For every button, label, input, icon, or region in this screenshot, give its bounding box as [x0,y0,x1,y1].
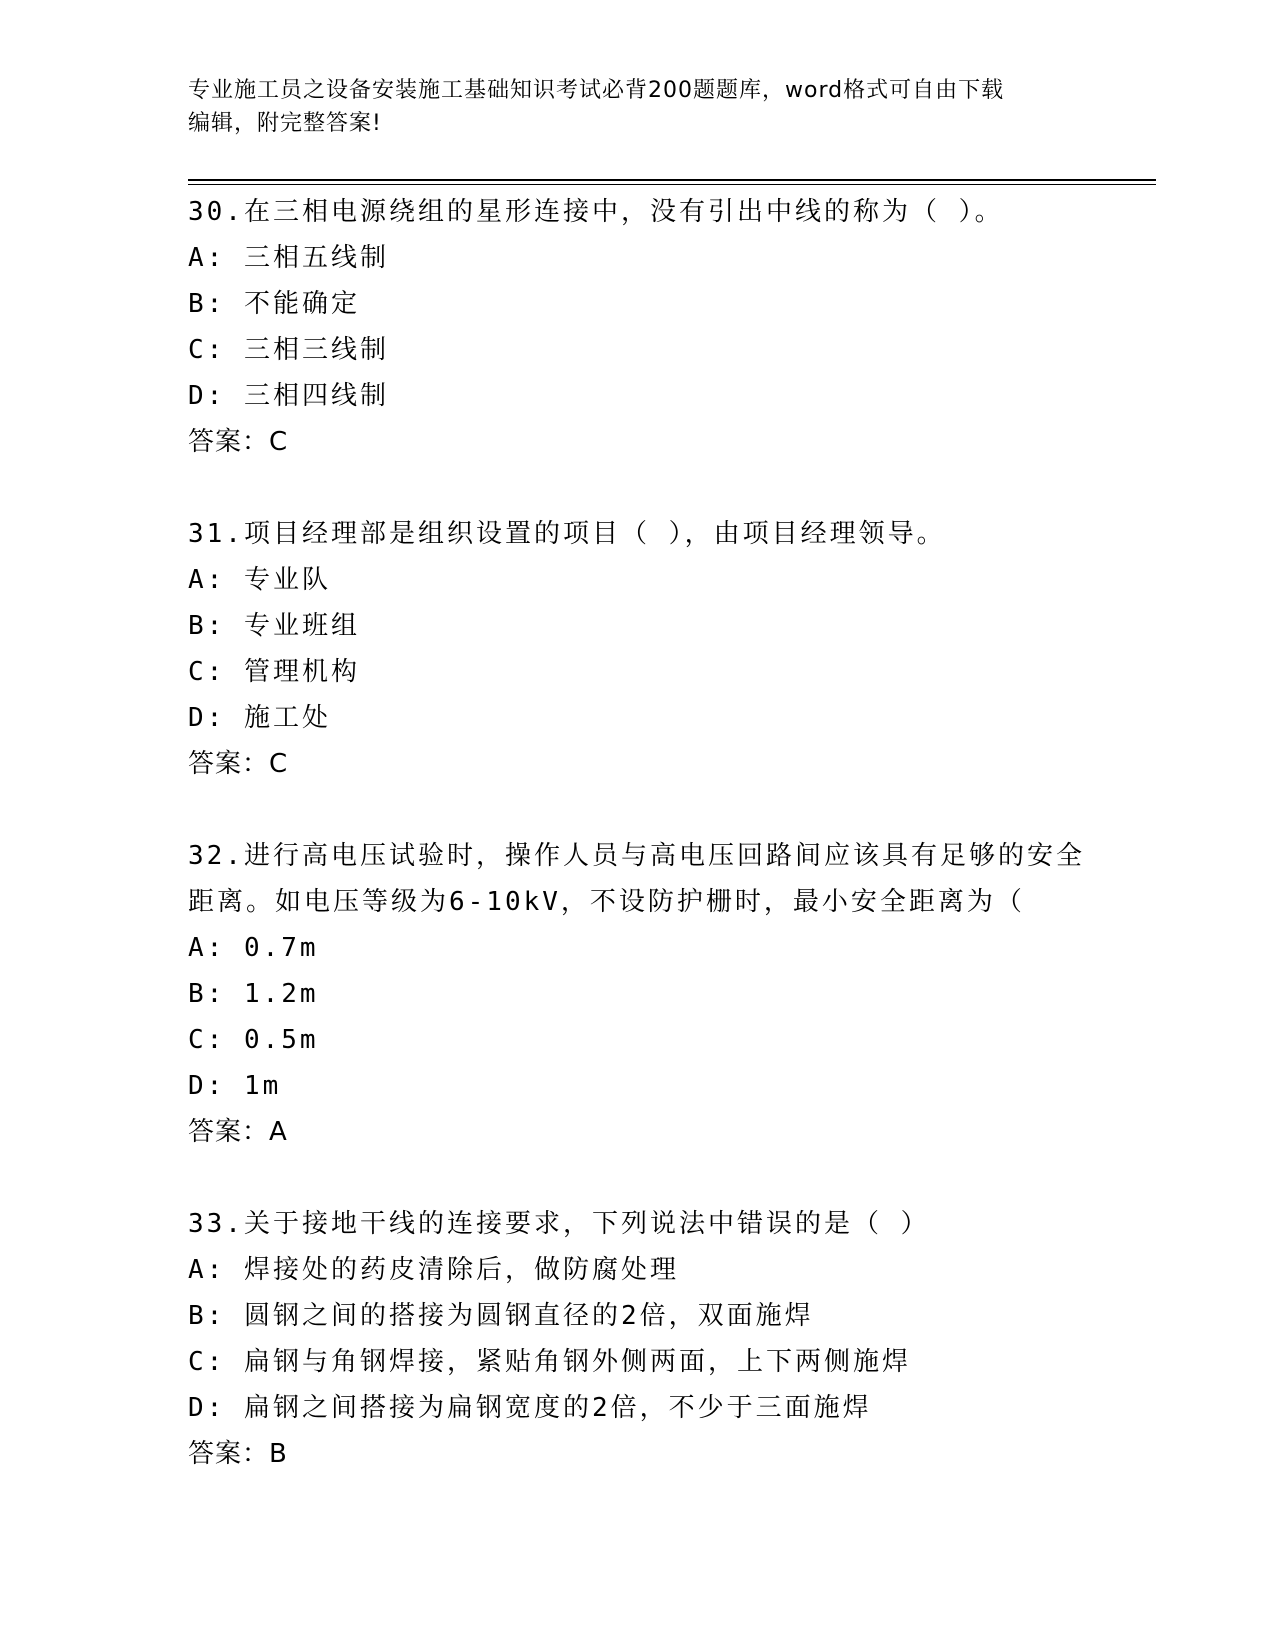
question-stem [188,833,1088,925]
option-b: B: 专业班组 [188,611,360,641]
header-divider-thin [188,184,1156,185]
question-stem-line: 30.在三相电源绕组的星形连接中，没有引出中线的称为（ ）。 [188,197,1004,227]
option-d: D: 扁钢之间搭接为扁钢宽度的2倍，不少于三面施焊 [188,1393,872,1423]
question-30 [188,189,1088,465]
option-d: D: 1m [188,1071,282,1101]
option-a: A: 0.7m [188,933,319,963]
question-31 [188,511,1088,787]
header-title-line-2: 编辑，附完整答案! [188,111,382,136]
header-title-line-1: 专业施工员之设备安装施工基础知识考试必背200题题库，word格式可自由下载 [188,78,1005,103]
option-c: C: 0.5m [188,1025,319,1055]
question-list [188,189,1088,1523]
option-c: C: 三相三线制 [188,335,389,365]
option-d: D: 施工处 [188,703,331,733]
option-c: C: 管理机构 [188,657,360,687]
question-stem-line: 距离。如电压等级为6-10kV，不设防护栅时，最小安全距离为（ [188,887,1025,917]
answer-key: 答案：A [188,1117,288,1147]
option-a: A: 焊接处的药皮清除后，做防腐处理 [188,1255,679,1285]
question-stem [188,511,1088,557]
question-stem-line: 31.项目经理部是组织设置的项目（ ），由项目经理领导。 [188,519,946,549]
answer-key: 答案：B [188,1439,288,1469]
question-stem-line: 33.关于接地干线的连接要求，下列说法中错误的是（ ） [188,1209,930,1239]
option-a: A: 三相五线制 [188,243,389,273]
document-header [188,74,1068,140]
question-stem [188,189,1088,235]
option-b: B: 不能确定 [188,289,360,319]
option-b: B: 1.2m [188,979,319,1009]
answer-key: 答案：C [188,749,289,779]
option-a: A: 专业队 [188,565,331,595]
answer-key: 答案：C [188,427,289,457]
option-c: C: 扁钢与角钢焊接，紧贴角钢外侧两面，上下两侧施焊 [188,1347,911,1377]
header-divider-thick [188,179,1156,181]
question-32 [188,833,1088,1155]
question-stem [188,1201,1088,1247]
question-33 [188,1201,1088,1477]
option-b: B: 圆钢之间的搭接为圆钢直径的2倍，双面施焊 [188,1301,814,1331]
question-stem-line: 32.进行高电压试验时，操作人员与高电压回路间应该具有足够的安全 [188,841,1085,871]
option-d: D: 三相四线制 [188,381,389,411]
